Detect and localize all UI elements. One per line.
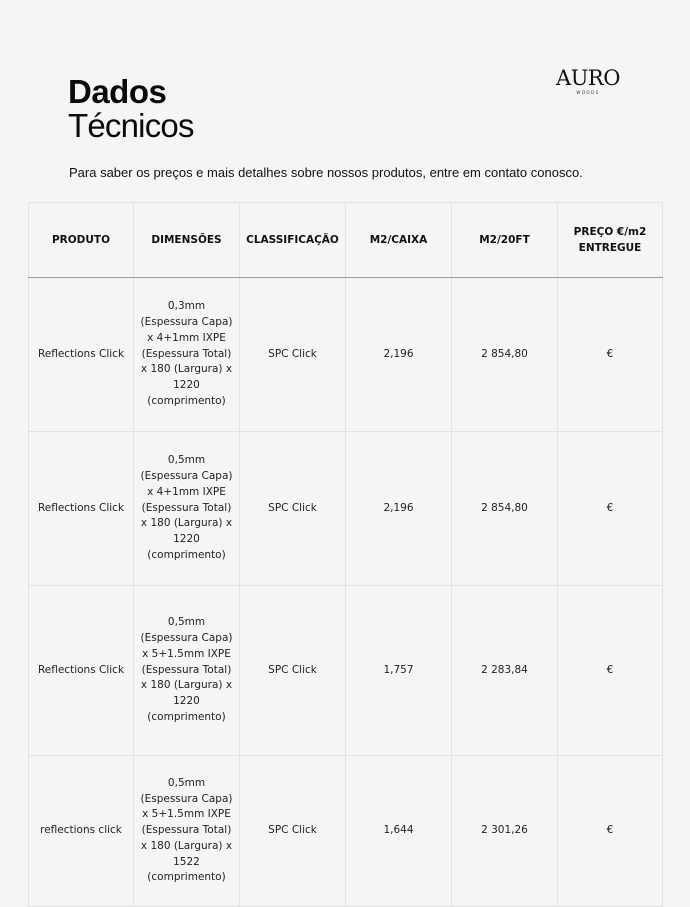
cell-m2-20ft: 2 301,26: [452, 756, 558, 907]
cell-m2-caixa: 2,196: [346, 278, 452, 432]
logo-subtitle: WOODS: [576, 90, 600, 95]
intro-text: Para saber os preços e mais detalhes sobre nossos produtos, entre em contato conosco.: [69, 165, 583, 180]
cell-dimensoes: 0,5mm (Espessura Capa) x 5+1.5mm IXPE (Espessura Total) x 180 (Largura) x 1522 (comprimento): [134, 756, 240, 907]
cell-produto: Reflections Click: [29, 432, 134, 586]
column-header-preco: PREÇO €/m2 ENTREGUE: [558, 203, 663, 278]
table-row: [29, 756, 663, 907]
cell-m2-caixa: 1,644: [346, 756, 452, 907]
cell-dimensoes: 0,5mm (Espessura Capa) x 5+1.5mm IXPE (Espessura Total) x 180 (Largura) x 1220 (comprimento): [134, 586, 240, 756]
cell-produto: reflections click: [29, 756, 134, 907]
cell-preco: €: [558, 278, 663, 432]
technical-data-table: [28, 202, 663, 907]
cell-produto: Reflections Click: [29, 586, 134, 756]
cell-m2-caixa: 1,757: [346, 586, 452, 756]
cell-preco: €: [558, 586, 663, 756]
cell-classificacao: SPC Click: [240, 756, 346, 907]
column-header-m2-caixa: M2/CAIXA: [346, 203, 452, 278]
column-header-m2-20ft: M2/20FT: [452, 203, 558, 278]
brand-logo: [548, 66, 628, 96]
cell-produto: Reflections Click: [29, 278, 134, 432]
cell-dimensoes: 0,3mm (Espessura Capa) x 4+1mm IXPE (Espessura Total) x 180 (Largura) x 1220 (comprimento): [134, 278, 240, 432]
logo-wordmark: AURO: [556, 66, 620, 90]
cell-m2-20ft: 2 854,80: [452, 278, 558, 432]
cell-classificacao: SPC Click: [240, 432, 346, 586]
cell-classificacao: SPC Click: [240, 586, 346, 756]
column-header-classificacao: CLASSIFICAÇÃO: [240, 203, 346, 278]
table-row: [29, 432, 663, 586]
table-row: [29, 586, 663, 756]
column-header-produto: PRODUTO: [29, 203, 134, 278]
table-row: [29, 278, 663, 432]
page-title-light: Técnicos: [68, 107, 194, 144]
page-title-bold: Dados: [68, 73, 167, 110]
cell-classificacao: SPC Click: [240, 278, 346, 432]
cell-m2-caixa: 2,196: [346, 432, 452, 586]
table-header-row: [29, 203, 663, 278]
cell-dimensoes: 0,5mm (Espessura Capa) x 4+1mm IXPE (Espessura Total) x 180 (Largura) x 1220 (comprimento): [134, 432, 240, 586]
cell-m2-20ft: 2 283,84: [452, 586, 558, 756]
column-header-dimensoes: DIMENSÕES: [134, 203, 240, 278]
cell-preco: €: [558, 432, 663, 586]
cell-m2-20ft: 2 854,80: [452, 432, 558, 586]
cell-preco: €: [558, 756, 663, 907]
